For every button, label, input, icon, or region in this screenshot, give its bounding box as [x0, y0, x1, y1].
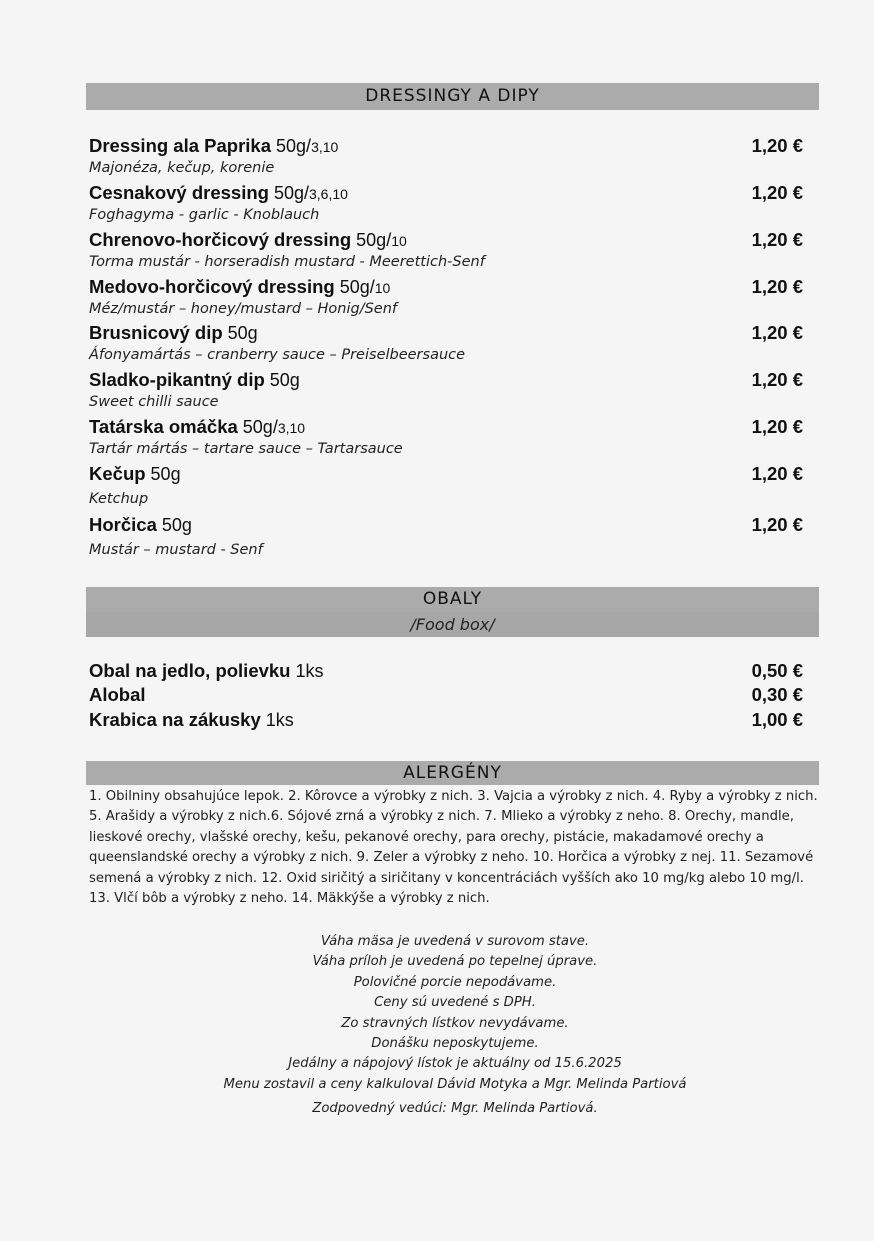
item-qty: 50g/	[271, 136, 312, 156]
item-qty: 1ks	[260, 710, 294, 730]
item-name: Sladko-pikantný dip	[89, 369, 265, 390]
item-price: 1,20 €	[751, 229, 803, 250]
item-name: Cesnakový dressing	[89, 182, 269, 203]
menu-item	[89, 276, 811, 317]
note-line: Polovičné porcie nepodávame.	[353, 974, 557, 990]
item-description: Torma mustár - horseradish mustard - Meerettich-Senf	[89, 254, 485, 270]
note-line: Zo stravných lístkov nevydávame.	[341, 1015, 569, 1031]
item-allergens: 3,10	[277, 420, 306, 436]
allergens-line: queenslandské orechy a výrobky z nich. 9. Zeler a výrobky z neho. 10. Horčica a výrobky z nej. 11. Sezamové	[89, 850, 814, 866]
manager-note: Zodpovedný vedúci: Mgr. Melinda Partiová.	[312, 1101, 598, 1117]
menu-item	[89, 660, 811, 682]
allergens-line: 1. Obilniny obsahujúce lepok. 2. Kôrovce a výrobky z nich. 3. Vajcia a výrobky z nich. 4. Ryby a výrobky z nich.	[89, 789, 818, 804]
item-description: Sweet chilli sauce	[89, 394, 219, 410]
item-description: Ketchup	[89, 491, 149, 507]
section-subtitle: /Food box/	[410, 615, 495, 634]
item-price: 1,00 €	[751, 709, 803, 730]
note-line: Váha príloh je uvedená po tepelnej úprave.	[312, 954, 598, 970]
allergens-line: 5. Arašidy a výrobky z nich.6. Sójové zrná a výrobky z nich. 7. Mlieko a výrobky z neho. 8. Orechy, mandle,	[89, 809, 794, 825]
note-line: Menu zostavil a ceny kalkuloval Dávid Motyka a Mgr. Melinda Partiová	[223, 1076, 687, 1092]
item-allergens: 10	[374, 280, 391, 296]
item-description: Áfonyamártás – cranberry sauce – Preiselbeersauce	[89, 347, 466, 363]
item-name: Tatárska omáčka	[89, 416, 238, 437]
section-header-dressings	[86, 83, 819, 110]
item-qty: 50g	[222, 323, 258, 343]
menu-item	[89, 135, 811, 176]
note-line: Ceny sú uvedené s DPH.	[374, 995, 536, 1011]
menu-item	[89, 514, 811, 558]
item-description: Mustár – mustard - Senf	[89, 542, 263, 558]
note-line: Donášku neposkytujeme.	[371, 1036, 539, 1052]
allergens-line: semená a výrobky z nich. 12. Oxid siričitý a siričitany v koncentráciách vyšších ako 10 mg/kg alebo 10 mg/l.	[89, 870, 804, 886]
item-price: 1,20 €	[751, 369, 803, 390]
allergens-line: lieskové orechy, vlašské orechy, kešu, pekanové orechy, para orechy, pistácie, makadamové orechy a	[89, 829, 764, 845]
item-description: Méz/mustár – honey/mustard – Honig/Senf	[89, 301, 398, 317]
menu-item	[89, 416, 811, 457]
menu-item	[89, 182, 811, 223]
menu-item	[89, 463, 811, 507]
menu-item	[89, 369, 811, 410]
item-qty: 50g/	[334, 277, 375, 297]
item-description: Foghagyma - garlic - Knoblauch	[89, 207, 320, 223]
footer-notes	[150, 932, 760, 1120]
section-title: DRESSINGY A DIPY	[365, 86, 540, 106]
item-qty: 50g	[264, 370, 300, 390]
item-name: Alobal	[89, 684, 146, 705]
item-price: 1,20 €	[751, 182, 803, 203]
item-name: Kečup	[89, 463, 146, 484]
section-header-alergeny	[86, 761, 819, 785]
item-allergens: 3,6,10	[309, 186, 348, 202]
item-price: 1,20 €	[751, 135, 803, 156]
item-qty: 50g	[156, 515, 192, 535]
item-price: 1,20 €	[751, 463, 803, 484]
menu-item	[89, 322, 811, 363]
item-name: Horčica	[89, 514, 157, 535]
menu-item	[89, 709, 811, 731]
item-allergens: 10	[391, 233, 407, 249]
item-price: 0,50 €	[751, 660, 803, 681]
menu-item	[89, 684, 811, 706]
item-qty: 50g	[145, 464, 181, 484]
item-price: 0,30 €	[751, 684, 803, 705]
menu-item	[89, 229, 811, 270]
item-name: Brusnicový dip	[89, 322, 223, 343]
item-allergens: 3,10	[311, 139, 339, 155]
item-name: Medovo-horčicový dressing	[89, 276, 335, 297]
item-name: Krabica na zákusky	[89, 709, 261, 730]
item-name: Chrenovo-horčicový dressing	[89, 229, 352, 250]
note-line: Jedálny a nápojový lístok je aktuálny od 15.6.2025	[288, 1056, 622, 1072]
section-title: OBALY	[422, 589, 483, 609]
item-description: Tartár mártás – tartare sauce – Tartarsauce	[89, 441, 403, 457]
item-qty: 50g/	[268, 183, 309, 203]
item-price: 1,20 €	[751, 276, 803, 297]
item-price: 1,20 €	[751, 322, 803, 343]
section-title: ALERGÉNY	[403, 763, 502, 783]
item-qty: 50g/	[237, 417, 278, 437]
item-price: 1,20 €	[751, 514, 803, 535]
item-price: 1,20 €	[751, 416, 803, 437]
section-header-obaly	[86, 587, 819, 612]
allergens-list	[89, 787, 821, 909]
allergens-line: 13. Vlčí bôb a výrobky z neho. 14. Mäkkýše a výrobky z nich.	[89, 891, 490, 907]
note-line: Váha mäsa je uvedená v surovom stave.	[320, 934, 590, 949]
item-description: Majonéza, kečup, korenie	[89, 160, 275, 176]
item-qty: 50g/	[351, 230, 392, 250]
section-subheader-obaly	[86, 612, 819, 637]
item-name: Dressing ala Paprika	[89, 135, 272, 156]
item-qty: 1ks	[290, 661, 324, 681]
item-name: Obal na jedlo, polievku	[89, 660, 291, 681]
